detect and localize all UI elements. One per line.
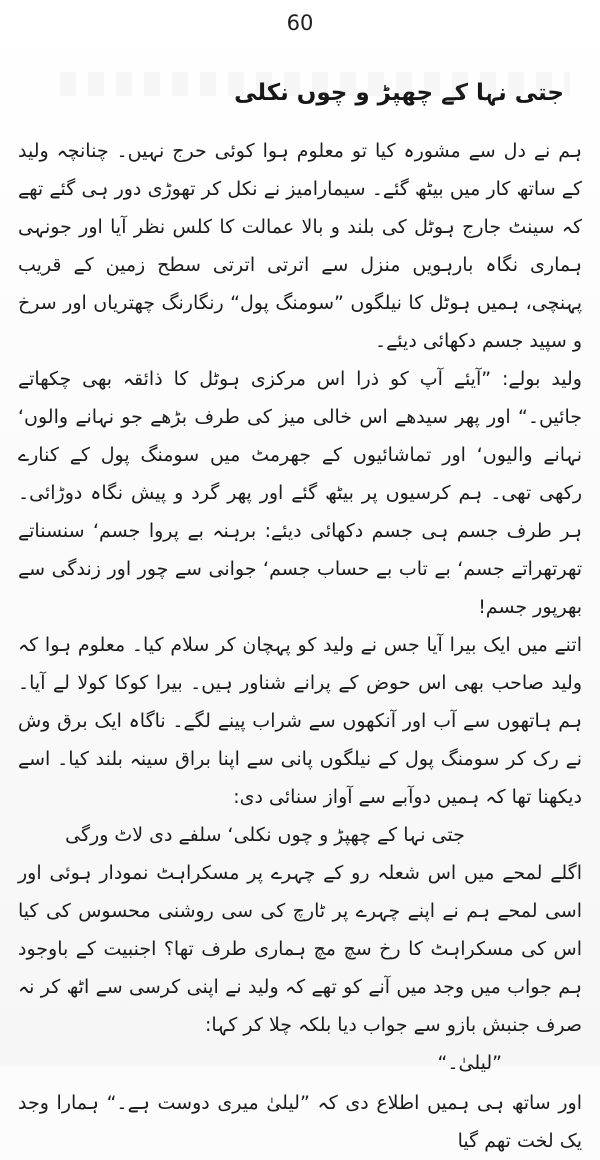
paragraph: ہم نے دل سے مشورہ کیا تو معلوم ہوا کوئی حرج نہیں۔ چنانچہ ولید کے ساتھ کار میں بیٹھ گئے۔ سیمارامیز نے نکل کر تھوڑی دور ہی گئے تھے کہ سینٹ جارج ہوٹل کی بلند و بالا عمالت کا کلس نظر آیا اور جونہی ہماری نگاہ بارہویں منزل سے اترتی اترتی سطح زمین کے قریب پہنچی، ہمیں ہوٹل کا نیلگوں ”سومنگ پول“ رنگارنگ چھتریاں اور سرخ و سپید جسم دکھائی دیئے۔ — [18, 140, 582, 352]
paragraph: ولید بولے: ”آیئے آپ کو ذرا اس مرکزی ہوٹل کا ذائقہ بھی چکھاتے جائیں۔“ اور پھر سیدھے اس خالی میز کی طرف بڑھے جو نہانے والوں‘ نہانے والیوں‘ اور تماشائیوں کے جھرمٹ میں سومنگ پول کے کنارے رکھی تھی۔ ہم کرسیوں پر بیٹھ گئے اور پھر گرد و پیش نگاہ دوڑائی۔ ہر طرف جسم ہی جسم دکھائی دیئے: برہنہ بے پروا جسم‘ سنسناتے تھرتھراتے جسم‘ بے تاب بے حساب جسم‘ جوانی سے چور اور زندگی سے بھرپور جسم! — [18, 368, 582, 618]
verse-line: جتی نہا کے چھپڑ و چوں نکلی‘ سلفے دی لاٹ ورگی — [65, 824, 465, 846]
paragraph: اور ساتھ ہی ہمیں اطلاع دی کہ ”لیلیٰ میری دوست ہے۔“ ہمارا وجد یک لخت تھم گیا — [18, 1092, 582, 1152]
quoted-name: ”لیلیٰ۔“ — [437, 1052, 502, 1074]
body-text — [18, 132, 582, 1160]
page-number: 60 — [286, 11, 314, 35]
paragraph: اتنے میں ایک بیرا آیا جس نے ولید کو پہچان کر سلام کیا۔ معلوم ہوا کہ ولید صاحب بھی اس حوض کے پرانے شناور ہیں۔ بیرا کوکا کولا لے آیا۔ ہم ہاتھوں سے آب اور آنکھوں سے شراب پینے لگے۔ ناگاہ ایک برق وش نے رک کر سومنگ پول کے نیلگوں پانی سے اپنا براق سینہ بلند کیا۔ اسے دیکھنا تھا کہ ہمیں دوآبے سے آواز سنائی دی: — [18, 634, 582, 808]
chapter-title: جتی نہا کے چھپڑ و چوں نکلی — [234, 80, 564, 106]
paragraph: اگلے لمحے میں اس شعلہ رو کے چہرے پر مسکراہٹ نمودار ہوئی اور اسی لمحے ہم نے اپنے چہرے پر ٹارچ کی سی روشنی محسوس کی کیا اس کی مسکراہٹ کا رخ سچ مچ ہماری طرف تھا؟ اجنبیت کے باوجود ہم جواب میں وجد میں آنے کو تھے کہ ولید نے اپنی کرسی سے اٹھ کر نہ صرف جنبش بازو سے جواب دیا بلکہ چلا کر کہا: — [18, 862, 582, 1036]
